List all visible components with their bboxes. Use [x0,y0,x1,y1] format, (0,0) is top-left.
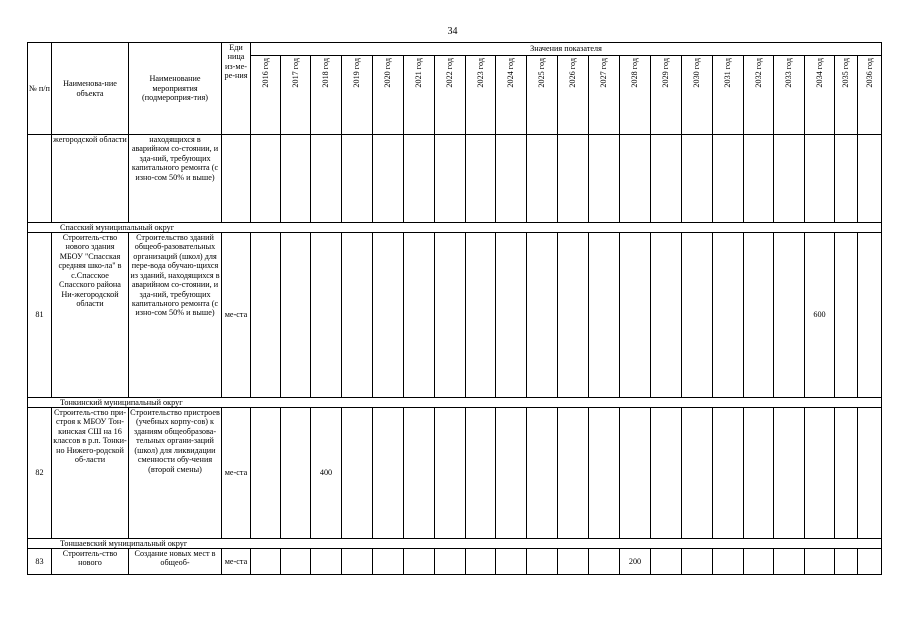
value-cell [858,135,882,223]
value-cell [404,135,435,223]
year-label: 2018 год [321,58,331,88]
region-row [28,223,882,233]
value-cell [774,233,805,398]
col-header-year [651,56,682,135]
value-cell [435,233,466,398]
region-label: Тоншаевский муниципальный округ [28,539,882,549]
value-cell [404,408,435,539]
col-header-year [682,56,713,135]
year-label: 2028 год [630,58,640,88]
year-label: 2016 год [260,58,270,88]
col-header-year [744,56,774,135]
col-header-year [858,56,882,135]
event-name: Создание новых мест в общеоб- [129,549,222,575]
col-header-year [496,56,527,135]
value-cell [682,408,713,539]
value-cell: 200 [620,549,651,575]
region-row [28,539,882,549]
value-cell [805,549,835,575]
value-cell [373,135,404,223]
value-cell [774,135,805,223]
col-header-year [342,56,373,135]
col-header-year [774,56,805,135]
value-cell [496,233,527,398]
value-cell [713,233,744,398]
value-cell [251,549,281,575]
header-row-top [28,43,882,56]
year-label: 2022 год [445,58,455,88]
col-header-year [713,56,744,135]
table-row [28,135,882,223]
row-number: 82 [28,408,52,539]
value-cell [435,135,466,223]
value-cell [404,233,435,398]
year-label: 2025 год [537,58,547,88]
table-body [28,135,882,575]
col-header-num: № п/п [28,43,52,135]
object-name: Строитель-ство нового здания МБОУ "Спасская средняя шко-ла" в с.Спасское Спасского района Ни-жегородской области [52,233,129,398]
value-cell [805,408,835,539]
col-header-unit: Еди ница из-ме-ре-ния [222,43,251,135]
value-cell [466,233,496,398]
col-header-year [805,56,835,135]
value-cell [466,135,496,223]
value-cell [651,549,682,575]
col-header-event: Наименование мероприятия (подмероприя-тия) [129,43,222,135]
value-cell [589,135,620,223]
value-cell [527,549,558,575]
value-cell [496,408,527,539]
value-cell [620,233,651,398]
object-name: Строитель-ство при-строя к МБОУ Тон-кинская СШ на 16 классов в р.п. Тонки-но Нижего-родской об-ласти [52,408,129,539]
row-number [28,135,52,223]
value-cell [713,549,744,575]
table-row [28,408,882,539]
year-label: 2030 год [692,58,702,88]
value-cell [682,549,713,575]
region-row [28,398,882,408]
col-header-year [435,56,466,135]
event-name: Строительство зданий общеоб-разовательных организаций (школ) для пере-вода обучаю-щихся из зданий, находящихся в аварийном со-стоянии, и зда-ний, требующих капитального ремонта (с изно-сом 50% и выше) [129,233,222,398]
region-label: Тонкинский муниципальный округ [28,398,882,408]
value-cell [373,549,404,575]
value-cell [281,135,311,223]
row-number: 83 [28,549,52,575]
year-label: 2031 год [723,58,733,88]
year-label: 2023 год [475,58,485,88]
value-cell [805,135,835,223]
col-header-year [281,56,311,135]
col-header-year [373,56,404,135]
object-name: Строитель-ство нового [52,549,129,575]
value-cell [835,233,858,398]
col-header-year [558,56,589,135]
value-cell [435,549,466,575]
row-number: 81 [28,233,52,398]
value-cell [682,135,713,223]
value-cell [496,135,527,223]
unit-cell: ме-ста [222,408,251,539]
unit-cell [222,135,251,223]
year-label: 2034 год [814,58,824,88]
value-cell [651,135,682,223]
table-row [28,549,882,575]
value-cell [774,549,805,575]
value-cell [858,408,882,539]
year-label: 2024 год [506,58,516,88]
value-cell [682,233,713,398]
value-cell: 400 [311,408,342,539]
value-cell [281,408,311,539]
year-label: 2029 год [661,58,671,88]
value-cell [251,233,281,398]
year-label: 2032 год [753,58,763,88]
value-cell [835,549,858,575]
year-label: 2017 год [290,58,300,88]
value-cell [342,233,373,398]
value-cell [713,135,744,223]
year-label: 2021 год [414,58,424,88]
value-cell [713,408,744,539]
unit-cell: ме-ста [222,233,251,398]
value-cell [311,549,342,575]
year-label: 2027 год [599,58,609,88]
value-cell [466,549,496,575]
value-cell [774,408,805,539]
year-label: 2033 год [784,58,794,88]
value-cell [620,408,651,539]
year-label: 2019 год [352,58,362,88]
value-cell [558,135,589,223]
year-label: 2036 год [864,58,874,88]
value-cell [527,233,558,398]
value-cell [858,549,882,575]
value-cell [744,549,774,575]
value-cell [466,408,496,539]
value-cell: 600 [805,233,835,398]
value-cell [558,408,589,539]
col-header-object: Наименова-ние объекта [52,43,129,135]
region-label: Спасский муниципальный округ [28,223,882,233]
col-header-year [466,56,496,135]
value-cell [527,408,558,539]
value-cell [404,549,435,575]
value-cell [281,549,311,575]
value-cell [589,408,620,539]
year-label: 2026 год [568,58,578,88]
value-cell [311,233,342,398]
value-cell [744,233,774,398]
value-cell [858,233,882,398]
value-cell [373,408,404,539]
indicator-table [27,42,882,575]
value-cell [651,233,682,398]
value-cell [558,233,589,398]
col-header-year [620,56,651,135]
table-row [28,233,882,398]
col-header-year [311,56,342,135]
value-cell [527,135,558,223]
value-cell [373,233,404,398]
col-header-year [251,56,281,135]
col-header-year [589,56,620,135]
col-header-values: Значения показателя [251,43,882,56]
object-name: жегородской области [52,135,129,223]
col-header-year [527,56,558,135]
value-cell [342,135,373,223]
value-cell [835,135,858,223]
year-label: 2020 год [383,58,393,88]
event-name: Строительство пристроев (учебных корпу-сов) к зданиям общеобразова-тельных органи-заций (школ) для ликвидации сменности обу-чения (второй смены) [129,408,222,539]
value-cell [251,135,281,223]
value-cell [835,408,858,539]
value-cell [435,408,466,539]
value-cell [651,408,682,539]
value-cell [744,135,774,223]
value-cell [496,549,527,575]
unit-cell: ме-ста [222,549,251,575]
event-name: находящихся в аварийном со-стоянии, и зда-ний, требующих капитального ремонта (с изно-сом 50% и выше) [129,135,222,223]
page-number: 34 [447,26,458,37]
value-cell [589,549,620,575]
col-header-year [835,56,858,135]
value-cell [558,549,589,575]
value-cell [342,408,373,539]
value-cell [311,135,342,223]
year-label: 2035 год [841,58,851,88]
value-cell [251,408,281,539]
value-cell [342,549,373,575]
value-cell [744,408,774,539]
col-header-year [404,56,435,135]
value-cell [281,233,311,398]
value-cell [589,233,620,398]
value-cell [620,135,651,223]
